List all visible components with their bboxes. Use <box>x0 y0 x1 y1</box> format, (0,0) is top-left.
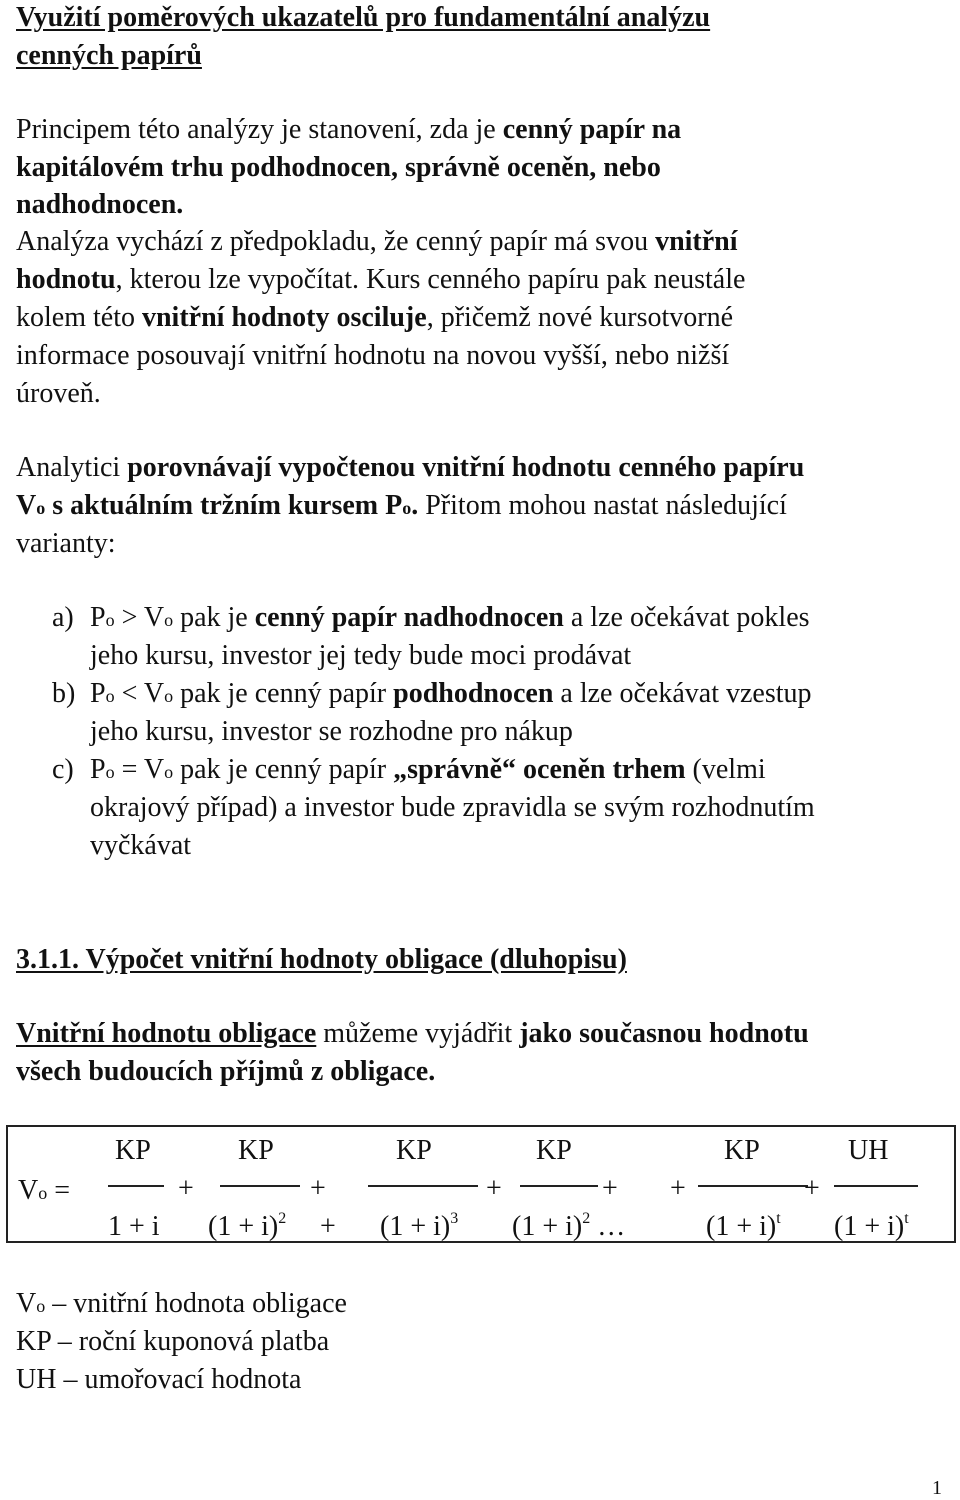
c-op: = V <box>114 754 165 785</box>
plus-sign: + <box>178 1173 194 1204</box>
plus-sign: + <box>320 1211 336 1242</box>
page-title-cont <box>16 42 202 70</box>
section-underlined: Vnitřní hodnotu obligace <box>16 1018 317 1049</box>
list-item-a <box>90 604 810 632</box>
denominator-exp: 3 <box>450 1210 459 1227</box>
b-bold: podhodnocen <box>393 678 554 709</box>
page-title <box>16 4 710 32</box>
p3-sub-2: o <box>402 498 412 518</box>
b-l2: jeho kursu, investor se rozhodne pro nákup <box>90 716 573 747</box>
p3-sub-1: o <box>36 498 46 518</box>
p3-line-2 <box>16 492 787 520</box>
fraction-bar <box>108 1185 164 1187</box>
formula-box <box>6 1125 956 1243</box>
denominator-base: (1 + i) <box>380 1211 451 1242</box>
p1-text: Principem této analýzy je stanovení, zda je <box>16 114 503 145</box>
p3-line-3 <box>16 530 116 558</box>
c-p: P <box>90 754 106 785</box>
p1-bold-3: nadhodnocen. <box>16 189 184 220</box>
section-bold-1: jako současnou hodnotu <box>519 1018 809 1049</box>
c-l3: vyčkávat <box>90 830 192 861</box>
fraction-bar <box>520 1185 598 1187</box>
denominator-exp: t <box>904 1210 909 1227</box>
fraction-bar <box>834 1185 918 1187</box>
p3-text-1: Analytici <box>16 452 128 483</box>
plus-sign: + <box>804 1173 820 1204</box>
c-bold: „správně“ oceněn trhem <box>393 754 686 785</box>
denominator-exp: 2 <box>582 1210 591 1227</box>
legend-item <box>16 1290 347 1318</box>
p2-line-2 <box>16 266 745 294</box>
formula-denominator <box>706 1210 781 1242</box>
formula-lhs-v: V <box>18 1175 39 1206</box>
formula-numerator: KP <box>724 1135 760 1166</box>
plus-sign: + <box>310 1173 326 1204</box>
formula-lhs-eq: = <box>47 1175 71 1206</box>
p1-line-1 <box>16 116 681 144</box>
b-t1: pak je cenný papír <box>173 678 394 709</box>
p1-line-2 <box>16 154 661 182</box>
b-t2: a lze očekávat vzestup <box>553 678 812 709</box>
legend-item <box>16 1328 329 1356</box>
c-l2: okrajový případ) a investor bude zpravidla se svým rozhodnutím <box>90 792 815 823</box>
formula-numerator: KP <box>396 1135 432 1166</box>
a-t2: a lze očekávat pokles <box>563 602 810 633</box>
a-sub-2: o <box>164 610 174 630</box>
section-heading: 3.1.1. Výpočet vnitřní hodnoty obligace (dluhopisu) <box>16 944 627 975</box>
denominator-exp: 2 <box>278 1210 287 1227</box>
legend-symbol: V <box>16 1288 37 1319</box>
formula-numerator: UH <box>848 1135 889 1166</box>
c-t1: pak je cenný papír <box>173 754 394 785</box>
denominator-exp: t <box>776 1210 781 1227</box>
legend-symbol: KP <box>16 1326 51 1357</box>
formula-lhs <box>18 1177 70 1205</box>
formula-lhs-sub: o <box>38 1183 48 1203</box>
a-op: > V <box>114 602 165 633</box>
p2-line-3 <box>16 304 733 332</box>
p3-bold-3: . <box>411 490 419 521</box>
denominator-base: 1 + i <box>108 1211 160 1242</box>
list-item-b <box>90 680 812 708</box>
p2-text-1: Analýza vychází z předpokladu, že cenný papír má svou <box>16 226 656 257</box>
a-t1: pak je <box>173 602 255 633</box>
fraction-bar <box>220 1185 300 1187</box>
legend-text: – vnitřní hodnota obligace <box>45 1288 347 1319</box>
formula-denominator <box>834 1210 909 1242</box>
p3-bold-1: porovnávají vypočtenou vnitřní hodnotu cenného papíru <box>127 452 805 483</box>
ellipsis: … <box>597 1211 626 1242</box>
section-line-2 <box>16 1058 435 1086</box>
p3-bold-2: s aktuálním tržním kursem P <box>45 490 403 521</box>
p2-line-4 <box>16 342 729 370</box>
page-number: 1 <box>932 1477 942 1499</box>
p2-bold-3: vnitřní hodnoty osciluje <box>141 302 427 333</box>
p2-line-5 <box>16 380 101 408</box>
list-item-c-label: c) <box>52 754 74 785</box>
formula-denominator <box>208 1210 287 1242</box>
plus-sign: + <box>602 1173 618 1204</box>
formula-numerator: KP <box>536 1135 572 1166</box>
b-sub-2: o <box>164 686 174 706</box>
p1-line-3 <box>16 191 183 219</box>
p3-text-2: Přitom mohou nastat následující <box>418 490 787 521</box>
c-t2: (velmi <box>685 754 766 785</box>
denominator-base: (1 + i) <box>208 1211 279 1242</box>
p2-bold-2: hodnotu <box>16 264 116 295</box>
b-p: P <box>90 678 106 709</box>
p2-text-4: informace posouvají vnitřní hodnotu na novou vyšší, nebo nižší <box>16 340 730 371</box>
plus-sign: + <box>486 1173 502 1204</box>
formula-denominator <box>380 1210 459 1242</box>
p2-text-3b: , přičemž nové kursotvorné <box>426 302 734 333</box>
legend-sub: o <box>36 1296 46 1316</box>
formula-numerator: KP <box>238 1135 274 1166</box>
formula-denominator <box>108 1213 160 1241</box>
p3-bold-v: V <box>16 490 37 521</box>
a-l2: jeho kursu, investor jej tedy bude moci prodávat <box>90 640 632 671</box>
section-bold-2: všech budoucích příjmů z obligace. <box>16 1056 436 1087</box>
list-item-c-cont-2 <box>90 832 191 860</box>
p2-text-3: kolem této <box>16 302 142 333</box>
a-sub-1: o <box>105 610 115 630</box>
list-item-c-cont <box>90 794 815 822</box>
denominator-base: (1 + i) <box>512 1211 583 1242</box>
p2-text-2: , kterou lze vypočítat. Kurs cenného papíru pak neustále <box>115 264 746 295</box>
denominator-base: (1 + i) <box>706 1211 777 1242</box>
p2-text-5: úroveň. <box>16 378 101 409</box>
list-item-a-cont <box>90 642 631 670</box>
p2-line-1 <box>16 228 738 256</box>
legend-symbol: UH <box>16 1364 57 1395</box>
p1-bold: cenný papír na <box>502 114 682 145</box>
list-item-c <box>90 756 766 784</box>
p3-line-1 <box>16 454 804 482</box>
title-line-1: Využití poměrových ukazatelů pro fundamentální analýzu <box>16 2 711 33</box>
section-text: můžeme vyjádřit <box>316 1018 520 1049</box>
b-op: < V <box>114 678 165 709</box>
a-p: P <box>90 602 106 633</box>
section-line-1 <box>16 1020 809 1048</box>
fraction-bar <box>368 1185 478 1187</box>
p3-text-3: varianty: <box>16 528 116 559</box>
list-item-b-cont <box>90 718 573 746</box>
a-bold: cenný papír nadhodnocen <box>254 602 564 633</box>
formula-denominator <box>512 1210 626 1242</box>
formula-numerator: KP <box>115 1135 151 1166</box>
p2-bold-1: vnitřní <box>655 226 738 257</box>
list-item-a-label: a) <box>52 602 74 633</box>
b-sub-1: o <box>105 686 115 706</box>
legend-item <box>16 1366 301 1394</box>
list-item-b-label: b) <box>52 678 76 709</box>
legend-text: – umořovací hodnota <box>56 1364 302 1395</box>
plus-sign: + <box>670 1173 686 1204</box>
p1-bold-2: kapitálovém trhu podhodnocen, správně oceněn, nebo <box>16 152 661 183</box>
denominator-base: (1 + i) <box>834 1211 905 1242</box>
c-sub-2: o <box>164 762 174 782</box>
c-sub-1: o <box>105 762 115 782</box>
title-line-2: cenných papírů <box>16 40 202 71</box>
legend-text: – roční kuponová platba <box>50 1326 330 1357</box>
fraction-bar <box>698 1185 808 1187</box>
